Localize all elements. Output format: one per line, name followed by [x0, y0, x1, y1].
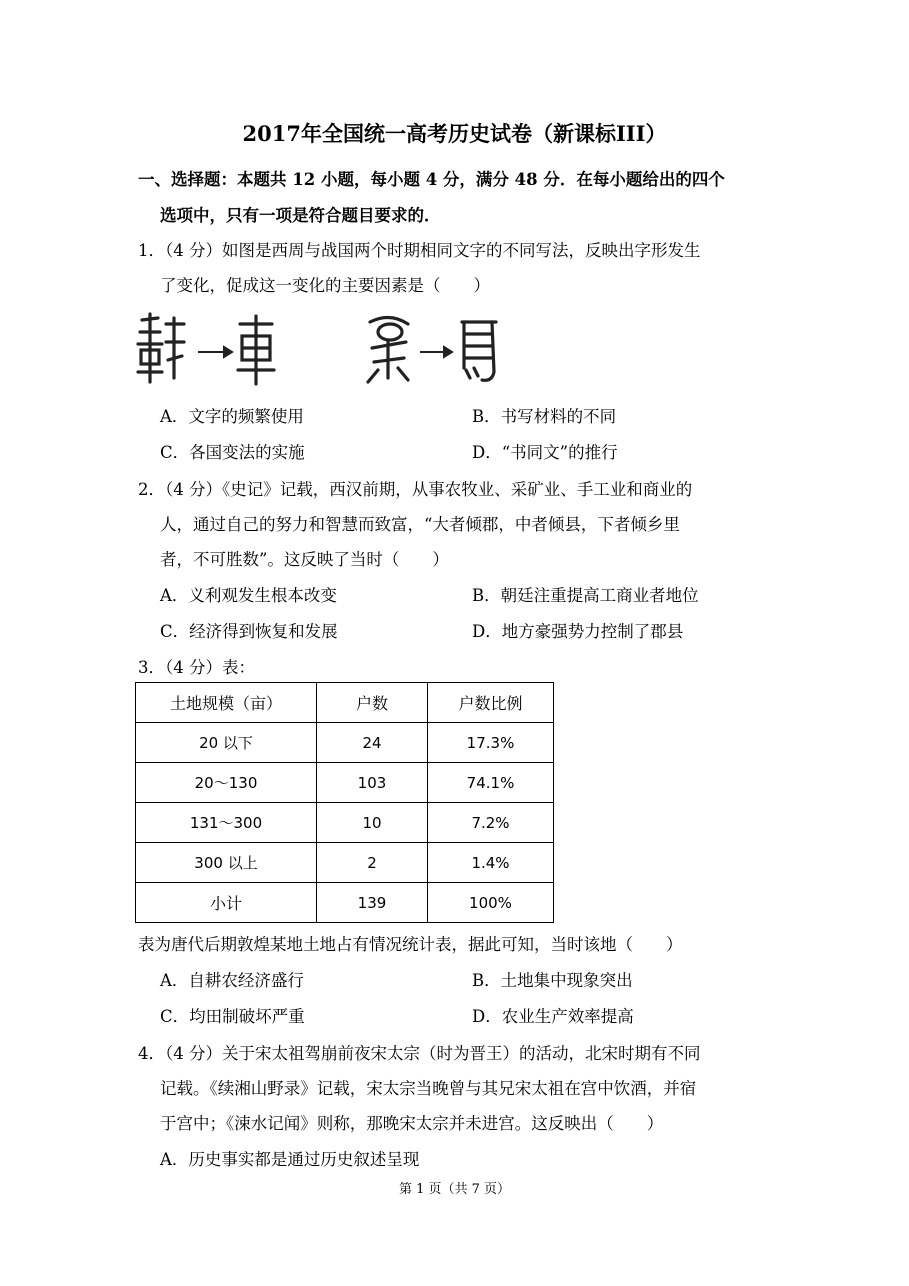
table-cell: 17.3% — [428, 723, 554, 763]
q3-stem-after-table: 表为唐代后期敦煌某地土地占有情况统计表，据此可知，当时该地（ ） — [138, 935, 683, 954]
table-cell: 139 — [317, 883, 428, 923]
q2-option-d: D．地方豪强势力控制了郡县 — [472, 622, 684, 641]
q3-option-d: D．农业生产效率提高 — [472, 1007, 634, 1026]
q1-option-a: A．文字的频繁使用 — [160, 407, 304, 426]
q1-option-b: B．书写材料的不同 — [472, 407, 617, 426]
table-cell: 300 以上 — [136, 843, 317, 883]
table-cell: 131～300 — [136, 803, 317, 843]
chariot-seal-glyph — [238, 316, 274, 384]
arrow-icon — [420, 347, 452, 357]
q2-option-b: B．朝廷注重提高工商业者地位 — [472, 586, 699, 605]
horse-seal-glyph — [462, 322, 496, 380]
horse-bronze-glyph — [368, 317, 408, 382]
table-cell: 100% — [428, 883, 554, 923]
q1-option-d: D．“书同文”的推行 — [472, 443, 618, 462]
table-header-row — [136, 683, 554, 723]
table-cell: 24 — [317, 723, 428, 763]
q4-stem-line1: 4．（4 分）关于宋太祖驾崩前夜宋太宗（时为晋王）的活动，北宋时期有不同 — [138, 1044, 701, 1063]
table-cell: 103 — [317, 763, 428, 803]
q4-stem-line2: 记载。《续湘山野录》记载，宋太宗当晚曾与其兄宋太祖在宫中饮酒，并宿 — [160, 1079, 697, 1098]
table-cell: 7.2% — [428, 803, 554, 843]
table-cell: 20 以下 — [136, 723, 317, 763]
table-row — [136, 763, 554, 803]
q2-option-c: C．经济得到恢复和发展 — [160, 622, 338, 641]
table-cell: 10 — [317, 803, 428, 843]
land-holding-table — [135, 682, 554, 923]
table-row — [136, 883, 554, 923]
table-cell: 20～130 — [136, 763, 317, 803]
table-row — [136, 723, 554, 763]
q3-option-b: B．土地集中现象突出 — [472, 971, 633, 990]
chariot-bronze-glyph — [138, 314, 184, 382]
section-instructions-line1: 一、选择题：本题共 12 小题，每小题 4 分，满分 48 分．在每小题给出的四个 — [138, 170, 725, 189]
page-title: 2017年全国统一高考历史试卷（新课标III） — [242, 121, 667, 146]
q2-option-a: A．义利观发生根本改变 — [160, 586, 337, 605]
q3-option-a: A．自耕农经济盛行 — [160, 971, 304, 990]
table-header: 土地规模（亩） — [136, 683, 317, 723]
q1-stem-line1: 1．（4 分）如图是西周与战国两个时期相同文字的不同写法，反映出字形发生 — [138, 241, 701, 260]
q2-stem-line3: 者，不可胜数”。这反映了当时（ ） — [160, 550, 449, 569]
section-instructions-line2: 选项中，只有一项是符合题目要求的． — [160, 206, 441, 225]
arrow-icon — [198, 347, 232, 357]
q1-option-c: C．各国变法的实施 — [160, 443, 305, 462]
ancient-script-figure — [132, 312, 512, 388]
table-row — [136, 803, 554, 843]
q3-stem-line1: 3．（4 分）表： — [138, 658, 255, 677]
table-cell: 74.1% — [428, 763, 554, 803]
q4-stem-line3: 于宫中；《涑水记闻》则称，那晚宋太宗并未进宫。这反映出（ ） — [160, 1114, 664, 1133]
q4-option-a: A．历史事实都是通过历史叙述呈现 — [160, 1150, 420, 1169]
table-row — [136, 843, 554, 883]
q1-stem-line2: 了变化，促成这一变化的主要因素是（ ） — [160, 276, 490, 295]
table-header: 户数 — [317, 683, 428, 723]
q2-stem-line1: 2．（4 分）《史记》记载，西汉前期，从事农牧业、采矿业、手工业和商业的 — [138, 480, 693, 499]
q3-option-c: C．均田制破坏严重 — [160, 1007, 305, 1026]
table-cell: 2 — [317, 843, 428, 883]
table-cell: 1.4% — [428, 843, 554, 883]
table-header: 户数比例 — [428, 683, 554, 723]
page-footer: 第 1 页（共 7 页） — [398, 1182, 511, 1197]
table-cell: 小计 — [136, 883, 317, 923]
q2-stem-line2: 人，通过自己的努力和智慧而致富，“大者倾郡，中者倾县，下者倾乡里 — [160, 515, 680, 534]
